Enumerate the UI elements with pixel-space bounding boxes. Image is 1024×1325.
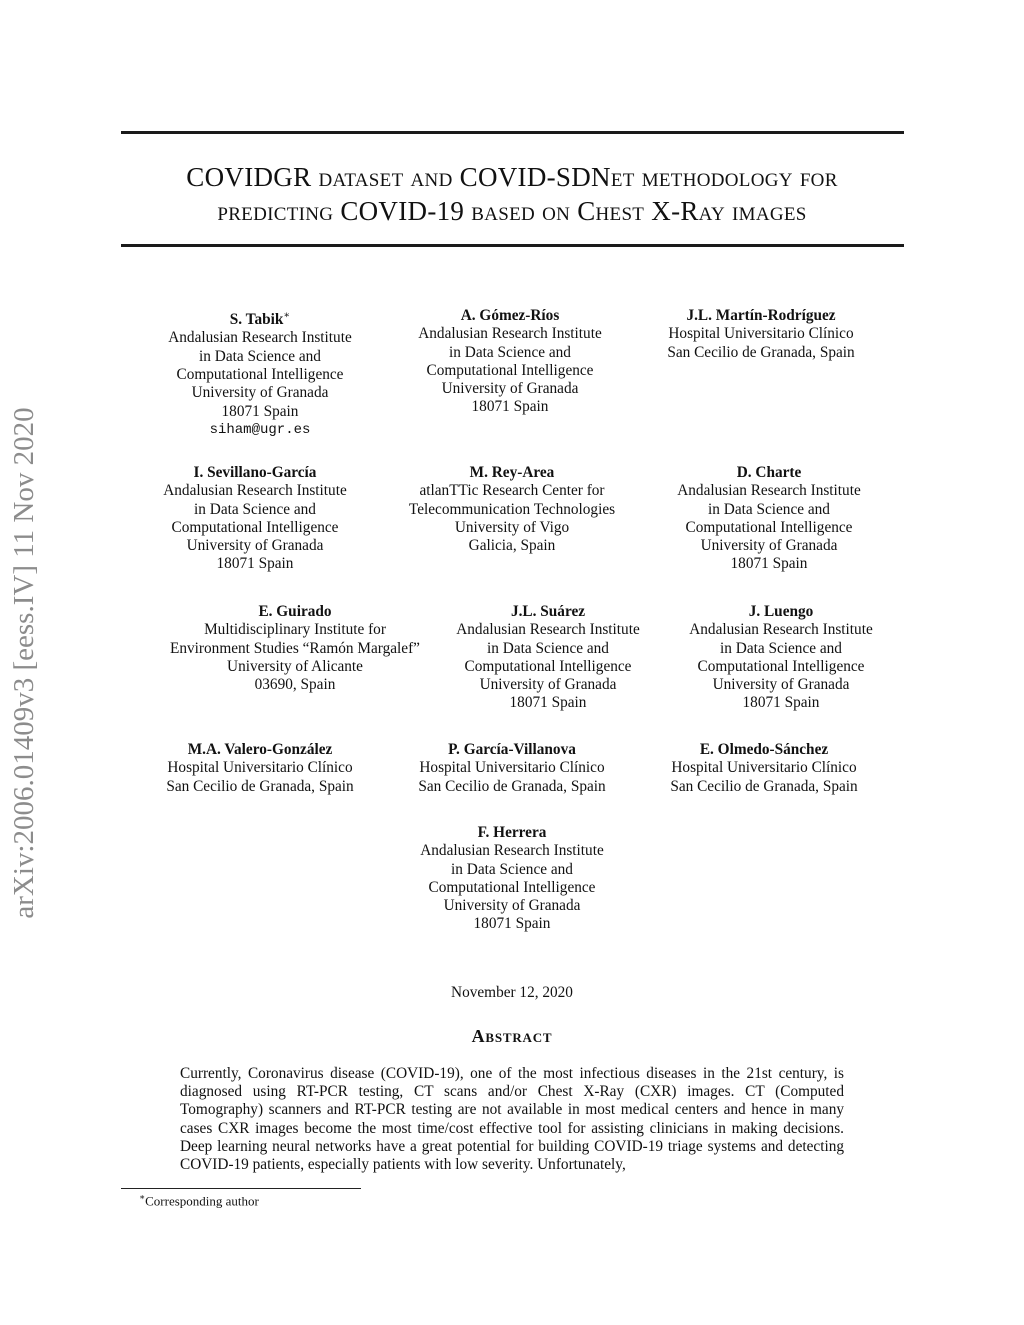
footnote: ∗Corresponding author [139, 1192, 259, 1209]
author-affiliation: atlanTTic Research Center for Telecommunication Technologies University of Vigo Galicia, Spain [408, 482, 616, 555]
footnote-rule [121, 1188, 361, 1189]
author-affiliation: Multidisciplinary Institute for Environment Studies “Ramón Margalef” University of Alicante 03690, Spain [170, 621, 420, 694]
author-affiliation: Andalusian Research Institute in Data Science and Computational Intelligence University of Granada 18071 Spain [689, 621, 873, 712]
author-block [110, 464, 400, 574]
abstract-heading: Abstract [471, 1026, 553, 1046]
author-name: J. Luengo [748, 603, 814, 620]
author-email[interactable]: siham@ugr.es [209, 421, 311, 438]
title-line-2: predicting COVID-19 based on Chest X-Ray images [217, 196, 807, 226]
author-name: J.L. Martín-Rodríguez [686, 307, 836, 324]
author-name: F. Herrera [477, 824, 547, 841]
title-bottom-rule [121, 244, 904, 247]
author-name: A. Gómez-Ríos [460, 307, 560, 324]
author-affiliation: Andalusian Research Institute in Data Science and Computational Intelligence University of Granada 18071 Spain [456, 621, 640, 712]
title-line-1: COVIDGR dataset and COVID-SDNet methodology for [186, 162, 838, 192]
paper-title [100, 160, 924, 228]
publication-date: November 12, 2020 [451, 984, 573, 1001]
author-name: I. Sevillano-García [193, 464, 317, 481]
author-name: D. Charte [736, 464, 802, 481]
author-name: M.A. Valero-González [187, 741, 333, 758]
author-affiliation: Andalusian Research Institute in Data Science and Computational Intelligence University of Granada 18071 Spain [163, 482, 347, 573]
author-affiliation: Andalusian Research Institute in Data Science and Computational Intelligence University of Granada 18071 Spain [677, 482, 861, 573]
author-affiliation: Hospital Universitario Clínico San Cecilio de Granada, Spain [670, 759, 858, 795]
author-name: S. Tabik∗ [229, 310, 291, 329]
author-affiliation: Hospital Universitario Clínico San Cecilio de Granada, Spain [166, 759, 354, 795]
author-name: J.L. Suárez [510, 603, 586, 620]
title-top-rule [121, 131, 904, 134]
arxiv-stamp: arXiv:2006.01409v3 [eess.IV] 11 Nov 2020 [8, 407, 40, 919]
author-affiliation: Hospital Universitario Clínico San Cecilio de Granada, Spain [418, 759, 606, 795]
author-block [115, 307, 405, 439]
author-block [115, 741, 405, 796]
author-affiliation: Andalusian Research Institute in Data Science and Computational Intelligence University of Granada 18071 Spain [420, 842, 604, 933]
author-name: E. Guirado [258, 603, 332, 620]
author-affiliation: Andalusian Research Institute in Data Science and Computational Intelligence University of Granada 18071 Spain [418, 325, 602, 416]
author-affiliation: Andalusian Research Institute in Data Science and Computational Intelligence University of Granada 18071 Spain [168, 329, 352, 420]
author-block [636, 603, 926, 713]
author-block [365, 307, 655, 417]
author-block [616, 307, 906, 362]
author-block [624, 464, 914, 574]
author-name: M. Rey-Area [469, 464, 555, 481]
author-name: E. Olmedo-Sánchez [699, 741, 829, 758]
author-block [367, 464, 657, 555]
author-affiliation: Hospital Universitario Clínico San Cecilio de Granada, Spain [667, 325, 855, 361]
abstract-text: Currently, Coronavirus disease (COVID-19), one of the most infectious diseases in the 21st century, is diagnosed using RT-PCR testing, CT scans and/or Chest X-Ray (CXR) images. CT (Computed Tomography) scanners and RT-PCR testing are not available in most medical centers and hence in many cases CXR images become the most time/cost effective tool for assisting clinicians in making decisions. Deep learning neural networks have a great potential for building COVID-19 triage systems and detecting COVID-19 patients, especially patients with low severity. Unfortunately, [180, 1065, 844, 1174]
author-block [367, 824, 657, 934]
author-block [619, 741, 909, 796]
author-block [367, 741, 657, 796]
author-name: P. García-Villanova [448, 741, 576, 758]
